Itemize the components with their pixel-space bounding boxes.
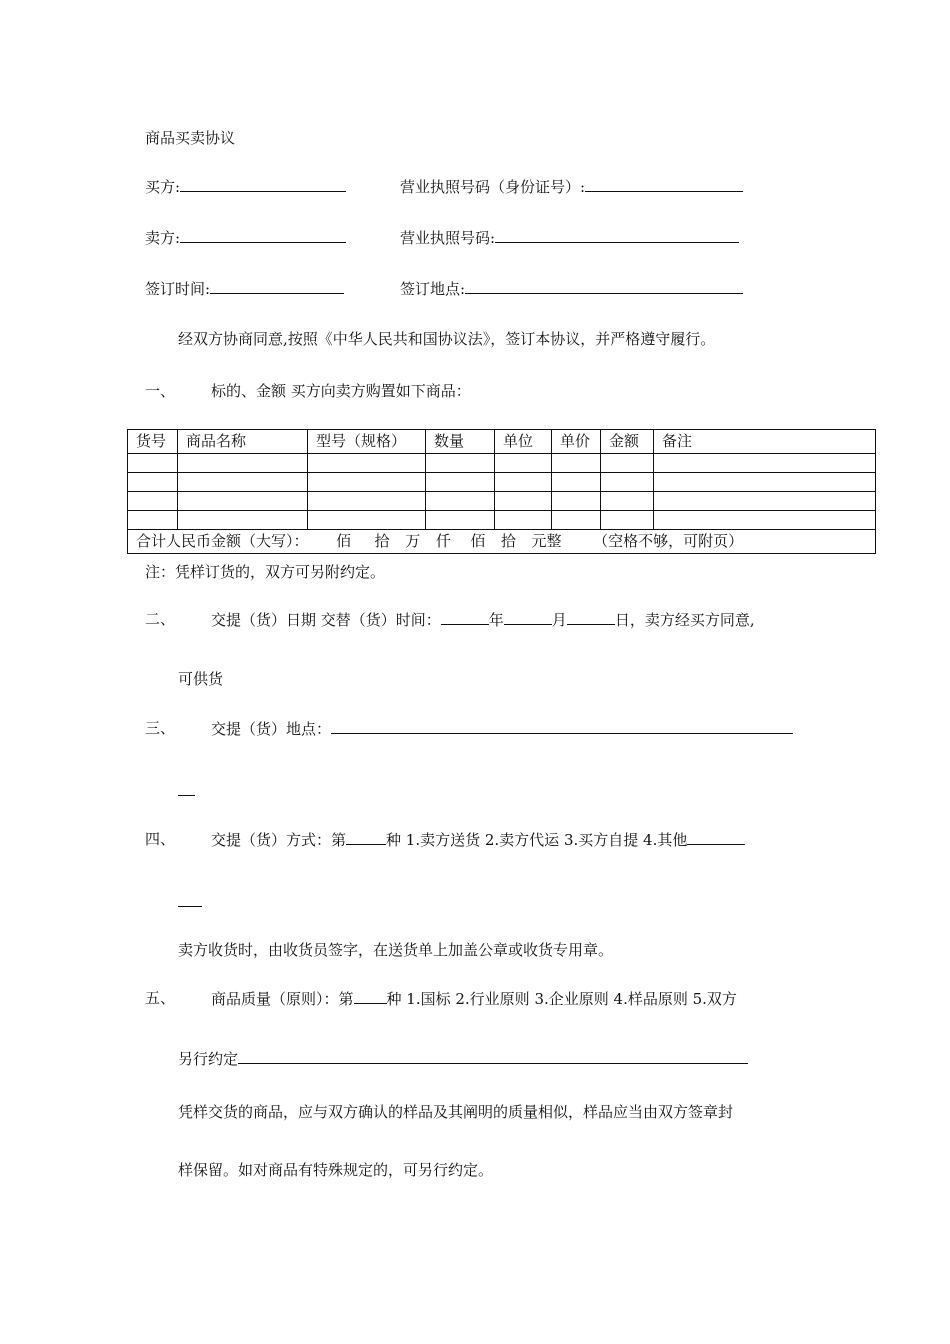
table-cell[interactable] bbox=[495, 454, 552, 473]
total-unit: 佰 bbox=[336, 532, 352, 550]
table-row bbox=[128, 454, 876, 473]
sign-place-label: 签订地点: bbox=[400, 280, 466, 298]
buyer-license-field bbox=[400, 176, 743, 197]
table-header-cell: 备注 bbox=[654, 430, 876, 454]
table-cell[interactable] bbox=[426, 492, 495, 511]
table-cell[interactable] bbox=[601, 473, 654, 492]
table-cell[interactable] bbox=[308, 511, 426, 530]
day-blank[interactable] bbox=[567, 609, 615, 625]
table-cell[interactable] bbox=[601, 511, 654, 530]
table-cell[interactable] bbox=[178, 473, 308, 492]
seller-license-field bbox=[400, 227, 739, 248]
table-header-row bbox=[128, 430, 876, 454]
table-cell[interactable] bbox=[552, 492, 601, 511]
table-cell[interactable] bbox=[128, 454, 178, 473]
buyer-label: 买方: bbox=[145, 178, 181, 196]
quality-label: 商品质量（原则）：第 bbox=[211, 990, 354, 1008]
table-header-cell: 货号 bbox=[128, 430, 178, 454]
total-unit: 拾 bbox=[374, 532, 390, 550]
table-cell[interactable] bbox=[308, 454, 426, 473]
table-cell[interactable] bbox=[178, 454, 308, 473]
table-cell[interactable] bbox=[308, 492, 426, 511]
sign-time-field bbox=[145, 278, 344, 299]
table-cell[interactable] bbox=[178, 492, 308, 511]
delivery-place-blank-cont[interactable] bbox=[178, 780, 195, 796]
section2-number: 二、 bbox=[145, 610, 176, 628]
buyer-blank[interactable] bbox=[180, 176, 346, 192]
table-cell[interactable] bbox=[426, 473, 495, 492]
buyer-license-label: 营业执照号码（身份证号）: bbox=[400, 178, 586, 196]
table-row bbox=[128, 511, 876, 530]
section5-paragraph-2: 样保留。如对商品有特殊规定的，可另行约定。 bbox=[178, 1161, 494, 1179]
table-cell[interactable] bbox=[654, 492, 876, 511]
section5-paragraph-1: 凭样交货的商品，应与双方确认的样品及其阐明的质量相似，样品应当由双方签章封 bbox=[178, 1103, 734, 1121]
table-cell[interactable] bbox=[308, 473, 426, 492]
section1-text: 标的、金额 买方向卖方购置如下商品： bbox=[211, 382, 471, 400]
section3-number: 三、 bbox=[145, 719, 176, 737]
section1-number: 一、 bbox=[145, 382, 176, 400]
seller-license-blank[interactable] bbox=[495, 227, 739, 243]
table-cell[interactable] bbox=[128, 473, 178, 492]
document-title: 商品买卖协议 bbox=[145, 129, 236, 147]
total-note: （空格不够，可附页） bbox=[593, 532, 744, 550]
total-unit: 元整 bbox=[531, 532, 562, 550]
method-other-blank[interactable] bbox=[687, 829, 745, 845]
table-cell[interactable] bbox=[654, 454, 876, 473]
month-label: 月 bbox=[551, 611, 567, 629]
total-unit: 万 bbox=[405, 532, 421, 550]
day-label: 日，卖方经买方同意, bbox=[614, 611, 755, 629]
table-row bbox=[128, 473, 876, 492]
table-cell[interactable] bbox=[426, 511, 495, 530]
quality-other-blank[interactable] bbox=[238, 1048, 748, 1064]
table-note: 注：凭样订货的，双方可另附约定。 bbox=[145, 563, 386, 581]
delivery-method-options: 种 1.卖方送货 2.卖方代运 3.买方自提 4.其他 bbox=[386, 831, 688, 849]
table-cell[interactable] bbox=[552, 473, 601, 492]
month-blank[interactable] bbox=[504, 609, 552, 625]
section2-continuation: 可供货 bbox=[178, 670, 224, 688]
total-label: 合计人民币金额（大写）： bbox=[136, 532, 309, 550]
table-cell[interactable] bbox=[128, 511, 178, 530]
table-cell[interactable] bbox=[495, 511, 552, 530]
total-unit: 拾 bbox=[500, 532, 516, 550]
sign-place-blank[interactable] bbox=[465, 278, 743, 294]
table-row bbox=[128, 492, 876, 511]
table-cell[interactable] bbox=[178, 511, 308, 530]
table-cell[interactable] bbox=[495, 492, 552, 511]
delivery-date-label: 交提（货）日期 交替（货）时间： bbox=[211, 611, 441, 629]
year-blank[interactable] bbox=[441, 609, 489, 625]
method-other-blank-cont[interactable] bbox=[178, 891, 202, 907]
section3-blank-cont bbox=[178, 780, 195, 801]
year-label: 年 bbox=[488, 611, 504, 629]
table-header-cell: 型号（规格） bbox=[308, 430, 426, 454]
table-cell[interactable] bbox=[426, 454, 495, 473]
section3-line bbox=[211, 718, 793, 739]
section4-blank-cont bbox=[178, 891, 202, 912]
table-cell[interactable] bbox=[552, 454, 601, 473]
section2-line bbox=[211, 609, 755, 630]
table-cell[interactable] bbox=[495, 473, 552, 492]
table-header-cell: 单价 bbox=[552, 430, 601, 454]
section5-continuation bbox=[178, 1048, 748, 1069]
section4-number: 四、 bbox=[145, 830, 176, 848]
sign-time-blank[interactable] bbox=[210, 278, 344, 294]
goods-table bbox=[127, 429, 876, 554]
section4-line bbox=[211, 829, 745, 850]
delivery-place-label: 交提（货）地点： bbox=[211, 720, 332, 738]
table-cell[interactable] bbox=[654, 511, 876, 530]
section4-note: 卖方收货时，由收货员签字，在送货单上加盖公章或收货专用章。 bbox=[178, 941, 614, 959]
table-cell[interactable] bbox=[601, 492, 654, 511]
table-header-cell: 金额 bbox=[601, 430, 654, 454]
quality-choice-blank[interactable] bbox=[354, 988, 387, 1004]
sign-time-label: 签订时间: bbox=[145, 280, 211, 298]
table-header-cell: 单位 bbox=[495, 430, 552, 454]
buyer-field bbox=[145, 176, 346, 197]
seller-blank[interactable] bbox=[180, 227, 346, 243]
table-header-cell: 数量 bbox=[426, 430, 495, 454]
delivery-place-blank[interactable] bbox=[331, 718, 793, 734]
table-total-row bbox=[128, 530, 876, 554]
seller-license-label: 营业执照号码: bbox=[400, 229, 496, 247]
table-cell[interactable] bbox=[552, 511, 601, 530]
table-cell[interactable] bbox=[128, 492, 178, 511]
method-choice-blank[interactable] bbox=[346, 829, 386, 845]
seller-label: 卖方: bbox=[145, 229, 181, 247]
section5-line bbox=[211, 988, 737, 1009]
buyer-license-blank[interactable] bbox=[585, 176, 743, 192]
table-cell[interactable] bbox=[601, 454, 654, 473]
seller-field bbox=[145, 227, 346, 248]
total-amount-cell[interactable] bbox=[128, 530, 876, 554]
delivery-method-label: 交提（货）方式：第 bbox=[211, 831, 347, 849]
total-unit: 仟 bbox=[435, 532, 451, 550]
sign-place-field bbox=[400, 278, 743, 299]
total-unit: 佰 bbox=[470, 532, 486, 550]
table-cell[interactable] bbox=[654, 473, 876, 492]
intro-paragraph: 经双方协商同意,按照《中华人民共和国协议法》，签订本协议，并严格遵守履行。 bbox=[178, 330, 716, 348]
quality-options: 种 1.国标 2.行业原则 3.企业原则 4.样品原则 5.双方 bbox=[386, 990, 737, 1008]
section5-number: 五、 bbox=[145, 989, 176, 1007]
quality-other-label: 另行约定 bbox=[178, 1050, 239, 1068]
table-header-cell: 商品名称 bbox=[178, 430, 308, 454]
